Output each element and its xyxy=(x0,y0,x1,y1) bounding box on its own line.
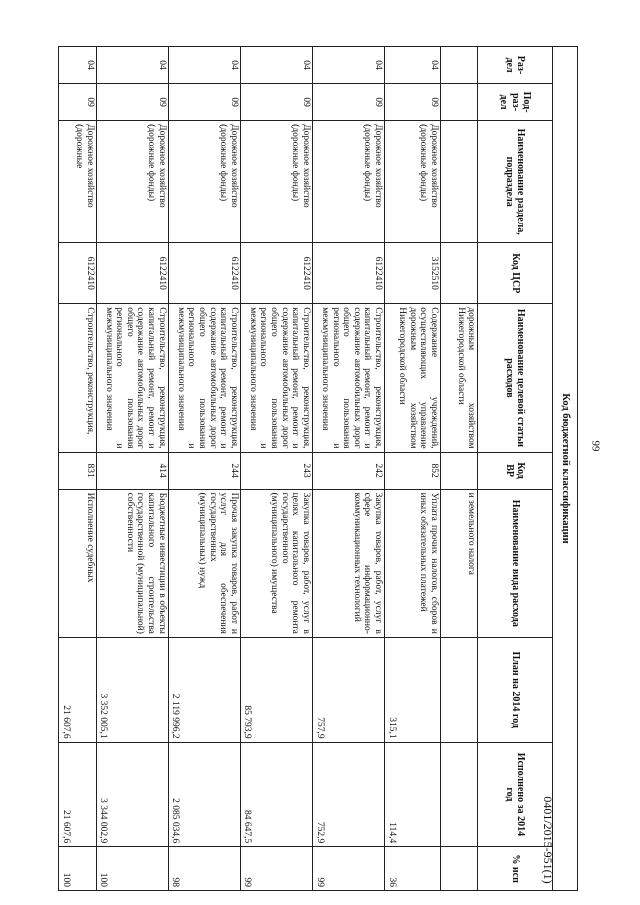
cell-podrazdel: 09 xyxy=(385,84,441,121)
cell-target: Строительство, реконструкция, капитальный ремонт, ремонт и содержание автомобильных дорог общего пользования регионального и межмуниципального значения xyxy=(312,304,384,452)
cell-name-vr: Уплата прочих налогов, сборов и иных обязательных платежей xyxy=(385,489,441,637)
cell-razdel: 04 xyxy=(312,47,384,84)
cell-name-razdel: Дорожное хозяйство (дорожные xyxy=(59,121,97,243)
cell-vr: 852 xyxy=(385,452,441,489)
header-csr: Код ЦСР xyxy=(478,243,552,304)
cell-pct: 100 xyxy=(96,847,168,891)
header-done: Исполнено за 2014 год xyxy=(478,742,552,847)
cell-name-vr: Закупка товаров, работ, услуг в сфере информационно-коммуникационных технологий xyxy=(312,489,384,637)
cell-name-vr: Закупка товаров, работ, услуг в целях капитального ремонта государственного (муниципального) имущества xyxy=(240,489,312,637)
cell-vr: 242 xyxy=(312,452,384,489)
cell-vr: 244 xyxy=(168,452,240,489)
cell-pct: 99 xyxy=(240,847,312,891)
cell-podrazdel: 09 xyxy=(96,84,168,121)
cell-plan: 2 119 996,2 xyxy=(168,637,240,742)
table-row xyxy=(168,47,240,891)
cell-done: 2 085 034,6 xyxy=(168,742,240,847)
cell-csr: 6122410 xyxy=(240,243,312,304)
cell-pct: 98 xyxy=(168,847,240,891)
cell-name-vr: Прочая закупка товаров, работ и услуг для обеспечения государственных (муниципальных) нужд xyxy=(168,489,240,637)
cell-vr: 831 xyxy=(59,452,97,489)
header-name-vr: Наименование вида расхода xyxy=(478,489,552,637)
cell-plan: 3 352 005,1 xyxy=(96,637,168,742)
header-razdel: Раз-дел xyxy=(478,47,552,84)
table-row xyxy=(240,47,312,891)
cell-csr xyxy=(440,243,478,304)
cell-target: Содержание учреждений, осуществляющих управление дорожным хозяйством Нижегородской области xyxy=(385,304,441,452)
cell-plan: 315,1 xyxy=(385,637,441,742)
cell-name-vr: Бюджетные инвестиции в объекты капитального строительства государственной (муниципальной) собственности xyxy=(96,489,168,637)
table-row xyxy=(312,47,384,891)
cell-podrazdel: 09 xyxy=(168,84,240,121)
cell-name-razdel: Дорожное хозяйство (дорожные фонды) xyxy=(312,121,384,243)
cell-target: Строительство, реконструкция, капитальный ремонт, ремонт и содержание автомобильных дорог общего пользования регионального и межмуниципального значения xyxy=(240,304,312,452)
cell-done: 114,4 xyxy=(385,742,441,847)
header-podrazdel: Под-раз-дел xyxy=(478,84,552,121)
cell-razdel: 04 xyxy=(168,47,240,84)
cell-name-razdel: Дорожное хозяйство (дорожные фонды) xyxy=(385,121,441,243)
cell-plan: 85 793,9 xyxy=(240,637,312,742)
cell-razdel xyxy=(440,47,478,84)
cell-razdel: 04 xyxy=(240,47,312,84)
table-row xyxy=(96,47,168,891)
budget-table-wrapper xyxy=(58,46,578,891)
cell-target: дорожным хозяйством Нижегородской области xyxy=(440,304,478,452)
cell-done: 21 607,6 xyxy=(59,742,97,847)
header-name-razdel: Наименование раздела, подраздела xyxy=(478,121,552,243)
cell-razdel: 04 xyxy=(385,47,441,84)
table-row xyxy=(385,47,441,891)
cell-podrazdel: 09 xyxy=(312,84,384,121)
cell-csr: 6122410 xyxy=(168,243,240,304)
cell-csr: 3152510 xyxy=(385,243,441,304)
header-vr: Код ВР xyxy=(478,452,552,489)
table-row xyxy=(440,47,478,891)
cell-pct xyxy=(440,847,478,891)
cell-name-razdel: Дорожное хозяйство (дорожные фонды) xyxy=(96,121,168,243)
cell-podrazdel: 09 xyxy=(59,84,97,121)
cell-podrazdel: 09 xyxy=(240,84,312,121)
cell-plan: 21 607,6 xyxy=(59,637,97,742)
cell-csr: 6122410 xyxy=(59,243,97,304)
cell-pct: 99 xyxy=(312,847,384,891)
cell-name-razdel: Дорожное хозяйство (дорожные фонды) xyxy=(240,121,312,243)
cell-name-razdel xyxy=(440,121,478,243)
header-pct: % исп xyxy=(478,847,552,891)
cell-csr: 6122410 xyxy=(312,243,384,304)
cell-target: Строительство, реконструкция, капитальный ремонт, ремонт и содержание автомобильных дорог общего пользования регионального и межмуниципального значения xyxy=(168,304,240,452)
header-plan: План на 2014 год xyxy=(478,637,552,742)
header-target: Наименование целевой статьи расходов xyxy=(478,304,552,452)
table-row xyxy=(59,47,97,891)
cell-name-vr: и земельного налога xyxy=(440,489,478,637)
cell-done: 752,9 xyxy=(312,742,384,847)
cell-done: 84 647,5 xyxy=(240,742,312,847)
cell-plan: 757,9 xyxy=(312,637,384,742)
cell-vr: 243 xyxy=(240,452,312,489)
cell-name-razdel: Дорожное хозяйство (дорожные фонды) xyxy=(168,121,240,243)
cell-razdel: 04 xyxy=(59,47,97,84)
cell-target: Строительство, реконструкция, xyxy=(59,304,97,452)
cell-name-vr: Исполнение судебных xyxy=(59,489,97,637)
cell-pct: 100 xyxy=(59,847,97,891)
page-number: 99 xyxy=(589,440,602,452)
cell-plan xyxy=(440,637,478,742)
cell-done xyxy=(440,742,478,847)
cell-pct: 36 xyxy=(385,847,441,891)
table-caption: Код бюджетной классификации xyxy=(552,47,577,891)
cell-csr: 6122410 xyxy=(96,243,168,304)
cell-target: Строительство, реконструкция, капитальный ремонт, ремонт и содержание автомобильных дорог общего пользования регионального и межмуниципального значения xyxy=(96,304,168,452)
cell-done: 3 344 002,9 xyxy=(96,742,168,847)
cell-razdel: 04 xyxy=(96,47,168,84)
cell-podrazdel xyxy=(440,84,478,121)
budget-table xyxy=(58,46,578,891)
document-code: 0401/2015-951(1) xyxy=(541,796,555,884)
cell-vr: 414 xyxy=(96,452,168,489)
cell-vr xyxy=(440,452,478,489)
